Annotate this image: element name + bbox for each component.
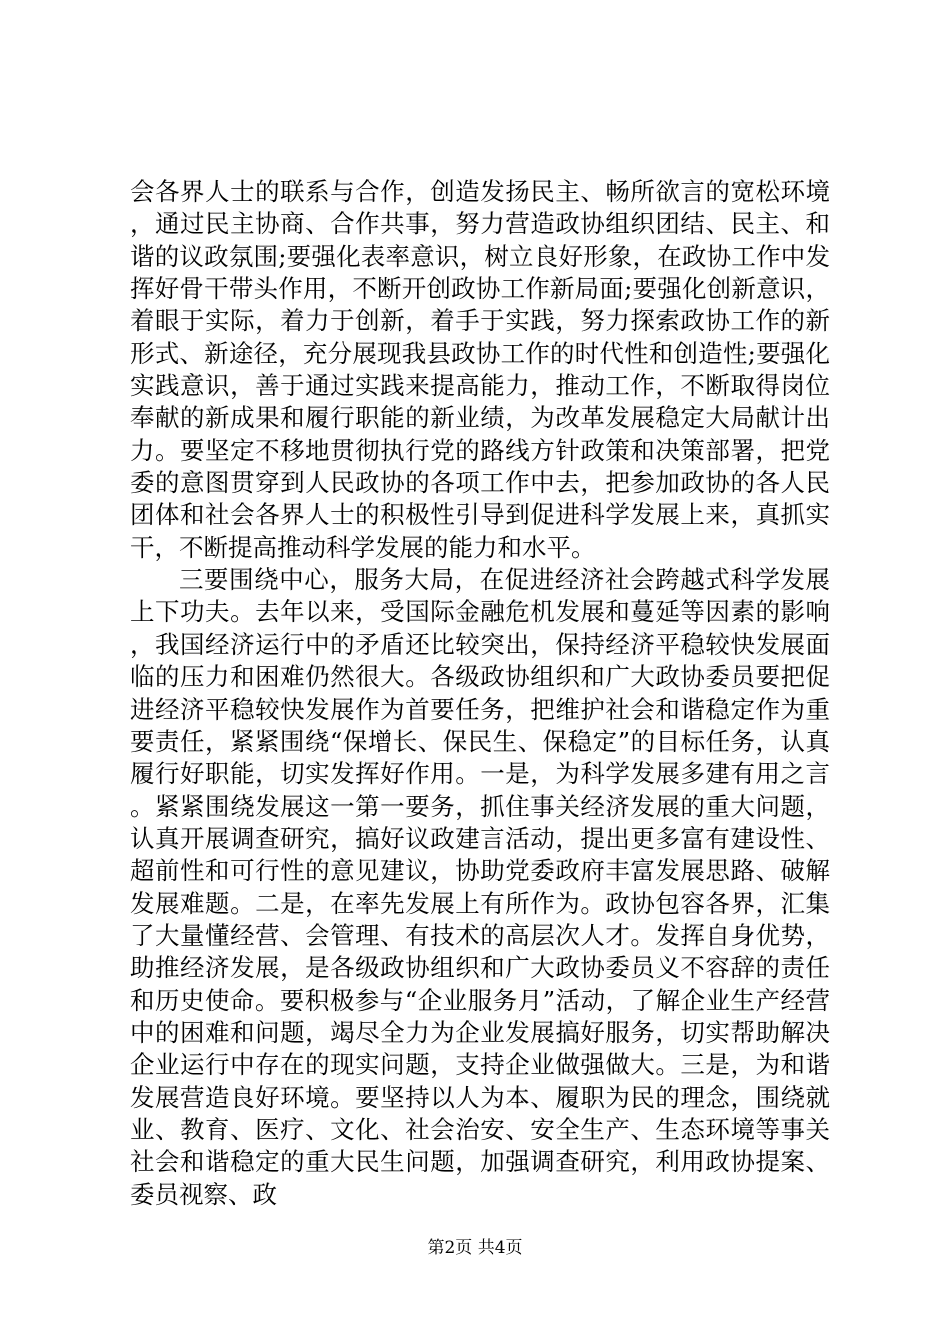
paragraph-three-focus-center: 三要围绕中心，服务大局，在促进经济社会跨越式科学发展上下功夫。去年以来，受国际金融危机发展和蔓延等因素的影响，我国经济运行中的矛盾还比较突出，保持经济平稳较快发展面临的压力和困难仍然很大。各级政协组织和广大政协委员要把促进经济平稳较快发展作为首要任务，把维护社会和谐稳定作为重要责任，紧紧围绕“保增长、保民生、保稳定”的目标任务，认真履行好职能，切实发挥好作用。一是，为科学发展多建有用之言。紧紧围绕发展这一第一要务，抓住事关经济发展的重大问题，认真开展调查研究，搞好议政建言活动，提出更多富有建设性、超前性和可行性的意见建议，协助党委政府丰富发展思路、破解发展难题。二是，在率先发展上有所作为。政协包容各界，汇集了大量懂经营、会管理、有技术的高层次人才。发挥自身优势，助推经济发展，是各级政协组织和广大政协委员义不容辞的责任和历史使命。要积极参与“企业服务月”活动，了解企业生产经营中的困难和问题，竭尽全力为企业发展搞好服务，切实帮助解决企业运行中存在的现实问题，支持企业做强做大。三是，为和谐发展营造良好环境。要坚持以人为本、履职为民的理念，围绕就业、教育、医疗、文化、社会治安、安全生产、生态环境等事关社会和谐稳定的重大民生问题，加强调查研究，利用政协提案、委员视察、政: [130, 565, 830, 1209]
document-body: [130, 176, 830, 1211]
page-footer: 第2页 共4页: [427, 1238, 523, 1258]
paragraph-continued: 会各界人士的联系与合作，创造发扬民主、畅所欲言的宽松环境，通过民主协商、合作共事，努力营造政协组织团结、民主、和谐的议政氛围;要强化表率意识，树立良好形象，在政协工作中发挥好骨干带头作用，不断开创政协工作新局面;要强化创新意识，着眼于实际，着力于创新，着手于实践，努力探索政协工作的新形式、新途径，充分展现我县政协工作的时代性和创造性;要强化实践意识，善于通过实践来提高能力，推动工作，不断取得岗位奉献的新成果和履行职能的新业绩，为改革发展稳定大局献计出力。要坚定不移地贯彻执行党的路线方针政策和决策部署，把党委的意图贯穿到人民政协的各项工作中去，把参加政协的各人民团体和社会各界人士的积极性引导到促进科学发展上来，真抓实干，不断提高推动科学发展的能力和水平。: [130, 177, 830, 562]
